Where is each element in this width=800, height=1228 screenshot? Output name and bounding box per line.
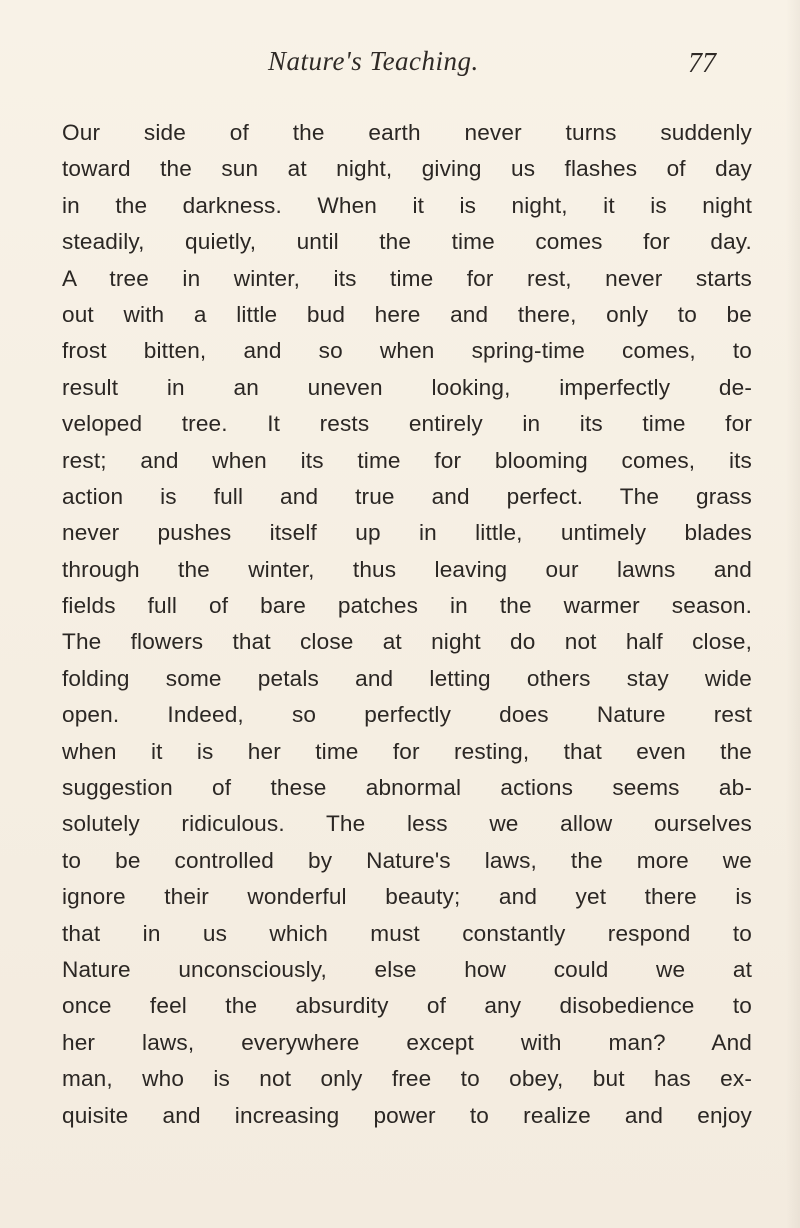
body-text	[62, 115, 752, 1134]
text-line: veloped tree. It rests entirely in its time for	[62, 411, 752, 437]
text-line: steadily, quietly, until the time comes for day.	[62, 229, 752, 255]
text-line: rest; and when its time for blooming comes, its	[62, 447, 752, 473]
text-line: solutely ridiculous. The less we allow ourselves	[62, 811, 752, 837]
text-line: once feel the absurdity of any disobedience to	[62, 993, 752, 1019]
text-line: through the winter, thus leaving our lawns and	[62, 556, 752, 582]
running-head	[0, 44, 800, 84]
text-line: suggestion of these abnormal actions seems ab-	[62, 775, 752, 801]
running-title: Nature's Teaching.	[268, 46, 479, 76]
text-line: man, who is not only free to obey, but has ex-	[62, 1066, 752, 1092]
page-number: 77	[688, 48, 716, 79]
text-line: fields full of bare patches in the warmer season.	[62, 593, 752, 619]
text-line: A tree in winter, its time for rest, never starts	[62, 265, 752, 291]
text-line: out with a little bud here and there, only to be	[62, 301, 752, 327]
text-line: frost bitten, and so when spring-time comes, to	[62, 338, 752, 364]
text-line: The flowers that close at night do not half close,	[62, 629, 752, 655]
text-line: Nature unconsciously, else how could we at	[62, 956, 752, 982]
text-line: her laws, everywhere except with man? And	[62, 1029, 752, 1055]
text-line: in the darkness. When it is night, it is night	[62, 192, 752, 218]
text-line: quisite and increasing power to realize and enjoy	[62, 1102, 752, 1128]
text-line: toward the sun at night, giving us flashes of day	[62, 156, 752, 182]
text-line: to be controlled by Nature's laws, the more we	[62, 847, 752, 873]
text-line: Our side of the earth never turns suddenly	[62, 120, 752, 145]
text-line: open. Indeed, so perfectly does Nature rest	[62, 702, 752, 728]
page-edge-shadow	[786, 0, 800, 1228]
text-line: result in an uneven looking, imperfectly de-	[62, 374, 752, 400]
text-line: never pushes itself up in little, untimely blades	[62, 520, 752, 546]
text-line: action is full and true and perfect. The grass	[62, 483, 752, 509]
text-line: folding some petals and letting others stay wide	[62, 665, 752, 691]
text-line: when it is her time for resting, that even the	[62, 738, 752, 764]
text-line: that in us which must constantly respond to	[62, 920, 752, 946]
text-line: ignore their wonderful beauty; and yet there is	[62, 884, 752, 910]
